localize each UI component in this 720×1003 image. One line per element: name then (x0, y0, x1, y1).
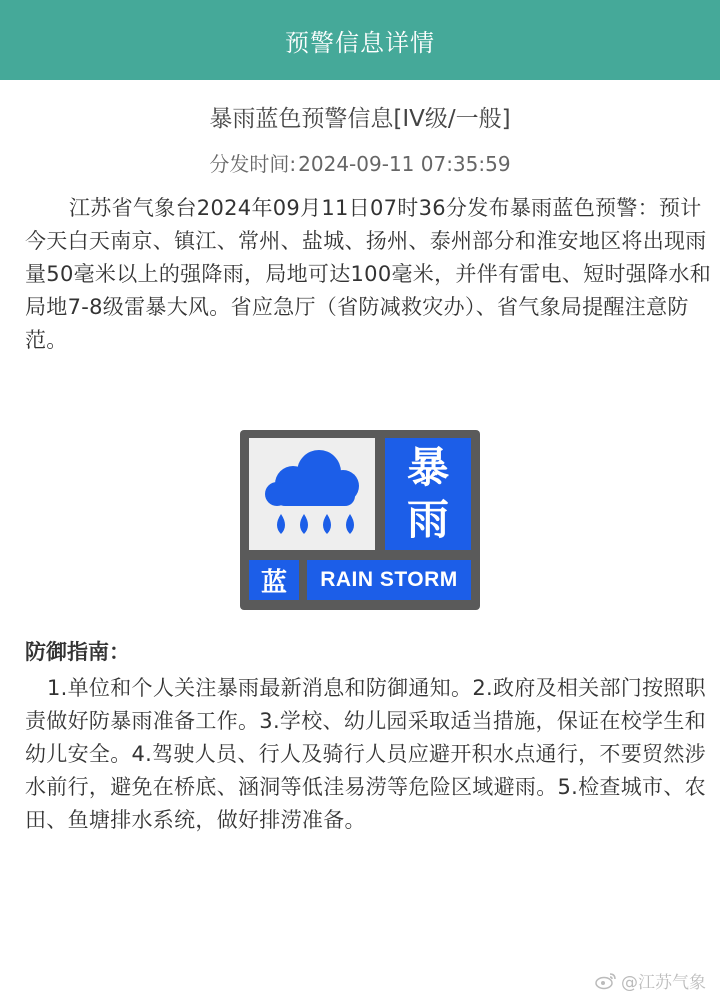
issue-time (0, 148, 720, 177)
warning-content: 江苏省气象台2024年09月11日07时36分发布暴雨蓝色预警：预计今天白天南京、镇江、常州、盐城、扬州、泰州部分和淮安地区将出现雨量50毫米以上的强降雨，局地可达100毫米，并伴有雷电、短时强降水和局地7-8级雷暴大风。省应急厅（省防减救灾办）、省气象局提醒注意防范。 (25, 196, 712, 352)
issue-time-value: 2024-09-11 07:35:59 (298, 152, 511, 176)
page-header (0, 0, 720, 80)
issue-time-label: 分发时间: (209, 152, 297, 176)
warning-title: 暴雨蓝色预警信息[IV级/一般] (209, 106, 511, 132)
sign-char-bottom: 雨 (406, 495, 449, 544)
guide-content: 1.单位和个人关注暴雨最新消息和防御通知。2.政府及相关部门按照职责做好防暴雨准备工作。3.学校、幼儿园采取适当措施，保证在校学生和幼儿安全。4.驾驶人员、行人及骑行人员应避开积水点通行，不要贸然涉水前行，避免在桥底、涵洞等低洼易涝等危险区域避雨。5.检查城市、农田、鱼塘排水系统，做好排涝准备。 (25, 676, 706, 832)
watermark-text: @江苏气象 (621, 973, 706, 993)
watermark (595, 968, 706, 993)
rainstorm-warning-sign (240, 430, 480, 610)
rain-cloud-icon (249, 438, 375, 550)
sign-char-top: 暴 (406, 443, 449, 492)
rain-cloud-icon-box (249, 438, 375, 550)
sign-english-label: RAIN STORM (307, 560, 471, 600)
page-title: 预警信息详情 (285, 28, 435, 57)
sign-color-char: 蓝 (249, 560, 299, 600)
sign-type-chars (385, 438, 471, 550)
guide-title: 防御指南： (25, 640, 130, 664)
weibo-icon (595, 972, 617, 990)
